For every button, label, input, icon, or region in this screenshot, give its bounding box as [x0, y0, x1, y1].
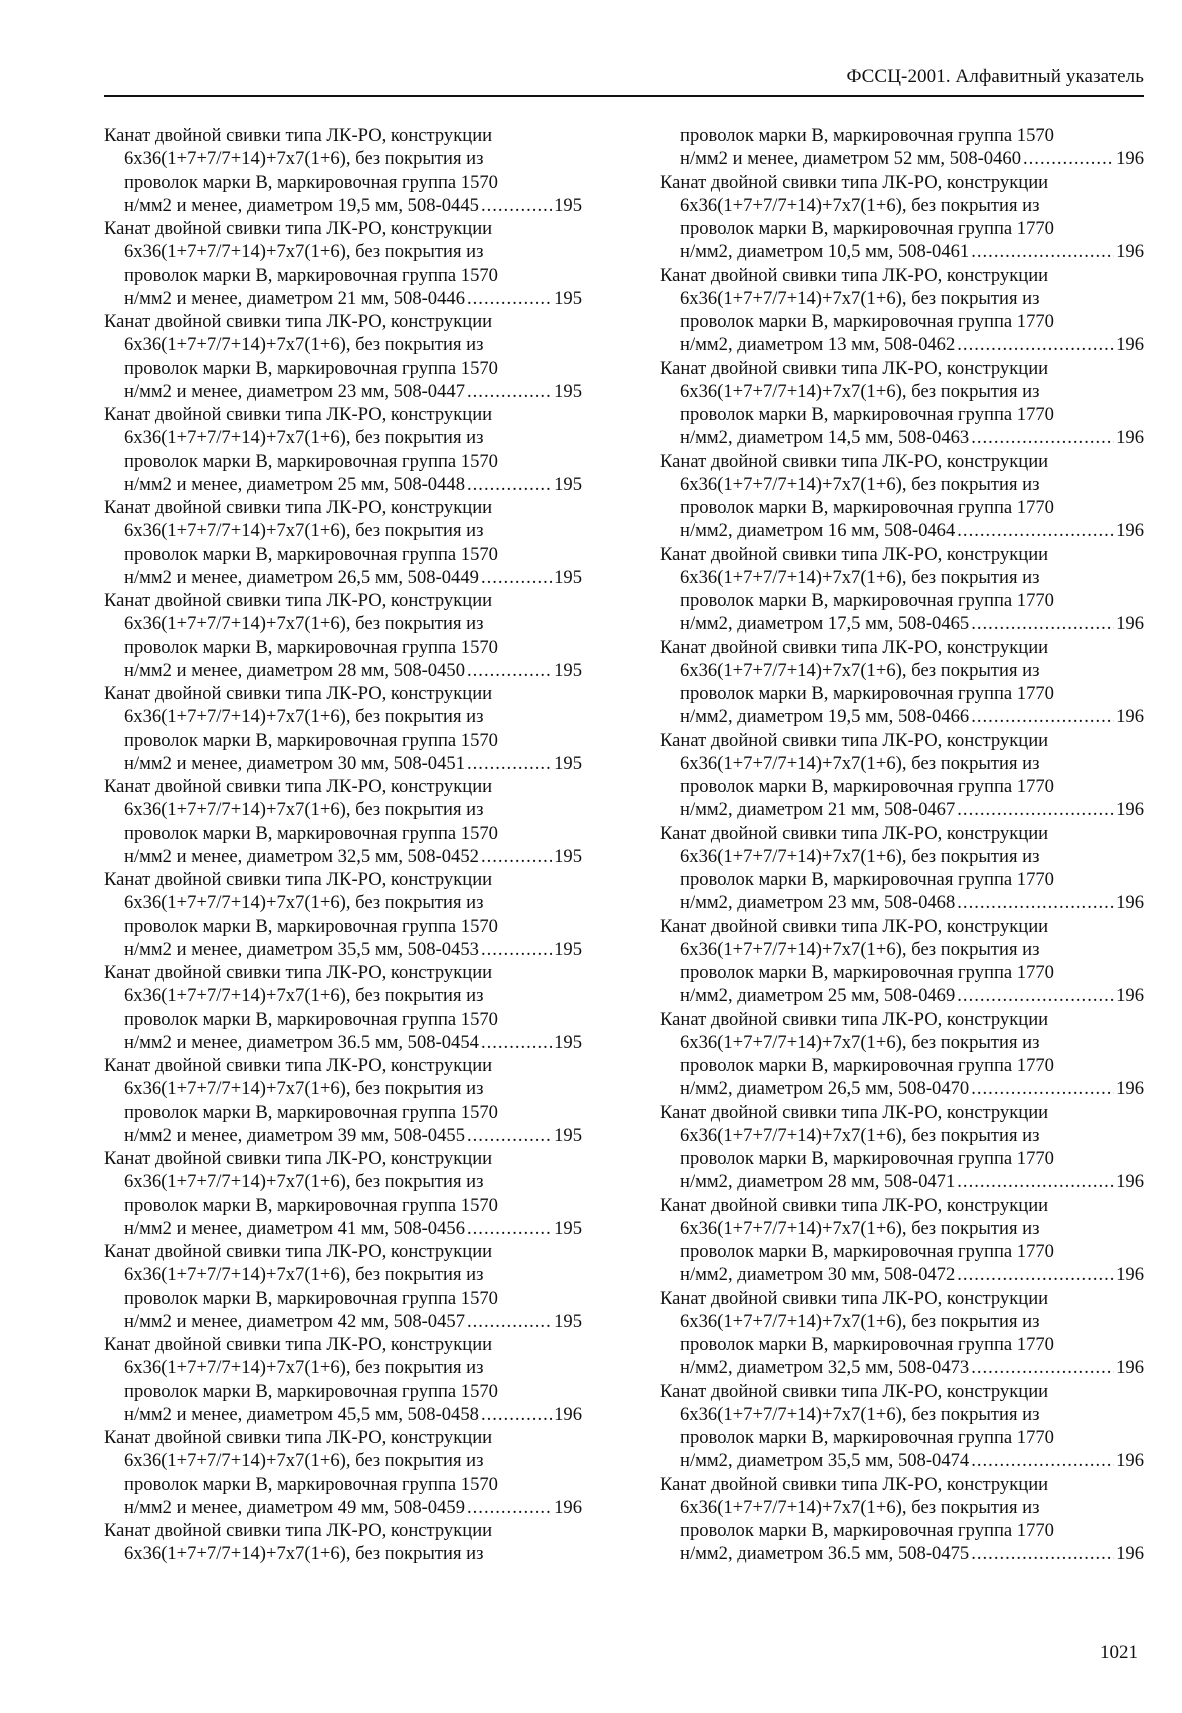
dot-leader — [971, 426, 1114, 449]
entry-line-text: н/мм2, диаметром 13 мм, 508-0462 — [680, 334, 956, 356]
dot-leader — [957, 798, 1114, 821]
entry-line: Канат двойной свивки типа ЛК-РО, конструкции — [660, 729, 1049, 751]
entry-line: 6х36(1+7+7/7+14)+7х7(1+6), без покрытия из — [124, 892, 484, 914]
entry-line: проволок марки В, маркировочная группа 1570 — [124, 450, 498, 472]
entry-line: проволок марки В, маркировочная группа 1570 — [124, 1194, 498, 1216]
dot-leader — [971, 1356, 1114, 1379]
entry-line: Канат двойной свивки типа ЛК-РО, конструкции — [660, 1101, 1049, 1123]
entry-line-text: н/мм2 и менее, диаметром 52 мм, 508-0460 — [680, 148, 1021, 170]
entry-line: 6х36(1+7+7/7+14)+7х7(1+6), без покрытия из — [680, 1031, 1040, 1053]
entry-line: 6х36(1+7+7/7+14)+7х7(1+6), без покрытия из — [124, 148, 484, 170]
entry-line: 6х36(1+7+7/7+14)+7х7(1+6), без покрытия из — [680, 1403, 1040, 1425]
index-entry — [660, 822, 1144, 915]
entry-last-line — [104, 380, 582, 403]
entry-line-text: н/мм2, диаметром 30 мм, 508-0472 — [680, 1264, 956, 1286]
dot-leader — [467, 752, 552, 775]
entry-line-text: н/мм2 и менее, диаметром 49 мм, 508-0459 — [124, 1496, 465, 1518]
entry-line-text: н/мм2 и менее, диаметром 45,5 мм, 508-0458 — [124, 1403, 479, 1425]
entry-line: 6х36(1+7+7/7+14)+7х7(1+6), без покрытия из — [680, 194, 1040, 216]
page-ref: 195 — [554, 1310, 582, 1332]
entry-line-text: н/мм2, диаметром 35,5 мм, 508-0474 — [680, 1450, 970, 1472]
entry-line: Канат двойной свивки типа ЛК-РО, конструкции — [104, 125, 493, 146]
entry-line: Канат двойной свивки типа ЛК-РО, конструкции — [660, 915, 1049, 937]
page-ref: 195 — [554, 752, 582, 774]
index-entry — [104, 1426, 582, 1519]
index-entry — [660, 636, 1144, 729]
entry-line: Канат двойной свивки типа ЛК-РО, конструкции — [104, 590, 493, 611]
entry-last-line — [104, 1031, 582, 1054]
entry-line: проволок марки В, маркировочная группа 1570 — [124, 1380, 498, 1402]
entry-line: проволок марки В, маркировочная группа 1770 — [680, 1241, 1054, 1262]
page-ref: 195 — [554, 659, 582, 681]
page-ref: 196 — [1116, 334, 1144, 356]
index-entry — [660, 1194, 1144, 1287]
entry-line: проволок марки В, маркировочная группа 1770 — [680, 869, 1054, 890]
entry-line: Канат двойной свивки типа ЛК-РО, конструкции — [660, 171, 1049, 193]
index-entry — [104, 1054, 582, 1147]
entry-last-line — [104, 1217, 582, 1240]
index-entry — [660, 264, 1144, 357]
entry-line: Канат двойной свивки типа ЛК-РО, конструкции — [104, 1148, 493, 1169]
entry-last-line — [660, 1542, 1144, 1565]
entry-line: Канат двойной свивки типа ЛК-РО, конструкции — [660, 1287, 1049, 1309]
dot-leader — [971, 240, 1114, 263]
dot-leader — [467, 473, 552, 496]
entry-line-text: н/мм2, диаметром 32,5 мм, 508-0473 — [680, 1357, 970, 1379]
entry-line: 6х36(1+7+7/7+14)+7х7(1+6), без покрытия из — [124, 613, 484, 635]
entry-line: 6х36(1+7+7/7+14)+7х7(1+6), без покрытия из — [124, 427, 484, 449]
entry-line: 6х36(1+7+7/7+14)+7х7(1+6), без покрытия из — [680, 659, 1040, 681]
entry-line: проволок марки В, маркировочная группа 1570 — [124, 915, 498, 937]
index-column-right — [660, 124, 1144, 1566]
index-entry — [104, 1333, 582, 1426]
entry-last-line — [660, 1170, 1144, 1193]
dot-leader — [971, 705, 1114, 728]
page-ref: 196 — [1116, 1171, 1144, 1193]
entry-line: 6х36(1+7+7/7+14)+7х7(1+6), без покрытия из — [124, 1543, 484, 1565]
entry-line-text: н/мм2, диаметром 26,5 мм, 508-0470 — [680, 1078, 970, 1100]
entry-line-text: н/мм2 и менее, диаметром 42 мм, 508-0457 — [124, 1310, 465, 1332]
entry-line-text: н/мм2 и менее, диаметром 25 мм, 508-0448 — [124, 473, 465, 495]
index-entry — [660, 1380, 1144, 1473]
entry-last-line — [104, 1496, 582, 1519]
entry-line: Канат двойной свивки типа ЛК-РО, конструкции — [104, 1055, 493, 1076]
page-ref: 196 — [1116, 241, 1144, 263]
page-ref: 195 — [554, 845, 582, 867]
entry-line: 6х36(1+7+7/7+14)+7х7(1+6), без покрытия из — [124, 334, 484, 356]
entry-line: 6х36(1+7+7/7+14)+7х7(1+6), без покрытия из — [124, 706, 484, 728]
entry-line-text: н/мм2 и менее, диаметром 32,5 мм, 508-0452 — [124, 845, 479, 867]
header-rule — [104, 95, 1144, 97]
entry-line: проволок марки В, маркировочная группа 1770 — [680, 776, 1054, 797]
entry-last-line — [660, 891, 1144, 914]
entry-line-text: н/мм2 и менее, диаметром 30 мм, 508-0451 — [124, 752, 465, 774]
dot-leader — [481, 938, 552, 961]
page-ref: 195 — [554, 380, 582, 402]
entry-line: проволок марки В, маркировочная группа 1570 — [124, 543, 498, 565]
page-ref: 196 — [1116, 1264, 1144, 1286]
entry-line-text: н/мм2, диаметром 36.5 мм, 508-0475 — [680, 1543, 970, 1565]
page-ref: 196 — [1116, 1078, 1144, 1100]
entry-last-line — [104, 1124, 582, 1147]
index-entry — [660, 357, 1144, 450]
entry-line: проволок марки В, маркировочная группа 1570 — [124, 357, 498, 379]
page-ref: 196 — [1116, 427, 1144, 449]
dot-leader — [481, 566, 552, 589]
page-ref: 196 — [1116, 985, 1144, 1007]
dot-leader — [957, 519, 1114, 542]
page-ref: 196 — [554, 1496, 582, 1518]
entry-last-line — [104, 659, 582, 682]
entry-line: проволок марки В, маркировочная группа 1570 — [124, 729, 498, 751]
entry-line: проволок марки В, маркировочная группа 1570 — [124, 1101, 498, 1123]
entry-line: Канат двойной свивки типа ЛК-РО, конструкции — [660, 1473, 1049, 1495]
dot-leader — [467, 380, 552, 403]
index-entry — [104, 775, 582, 868]
page-ref: 196 — [1116, 706, 1144, 728]
entry-line: 6х36(1+7+7/7+14)+7х7(1+6), без покрытия из — [680, 1496, 1040, 1518]
entry-last-line — [104, 194, 582, 217]
dot-leader — [957, 1170, 1114, 1193]
page-ref: 195 — [554, 194, 582, 216]
entry-line: проволок марки В, маркировочная группа 1770 — [680, 311, 1054, 332]
entry-line: 6х36(1+7+7/7+14)+7х7(1+6), без покрытия из — [680, 1217, 1040, 1239]
entry-line: Канат двойной свивки типа ЛК-РО, конструкции — [104, 869, 493, 890]
page-ref: 196 — [1116, 799, 1144, 821]
entry-line: проволок марки В, маркировочная группа 1570 — [124, 1473, 498, 1495]
entry-last-line — [104, 1310, 582, 1333]
page-number: 1021 — [1100, 1642, 1138, 1663]
entry-line: Канат двойной свивки типа ЛК-РО, конструкции — [660, 822, 1049, 844]
dot-leader — [467, 287, 552, 310]
dot-leader — [957, 1263, 1114, 1286]
page-ref: 195 — [554, 1124, 582, 1146]
page-ref: 196 — [554, 1403, 582, 1425]
page-ref: 195 — [554, 287, 582, 309]
dot-leader — [971, 612, 1114, 635]
index-entry — [104, 310, 582, 403]
entry-line: 6х36(1+7+7/7+14)+7х7(1+6), без покрытия из — [124, 985, 484, 1007]
entry-line: Канат двойной свивки типа ЛК-РО, конструкции — [660, 1380, 1049, 1402]
index-entry — [660, 1101, 1144, 1194]
entry-last-line — [660, 1077, 1144, 1100]
entry-line-text: н/мм2, диаметром 23 мм, 508-0468 — [680, 892, 956, 914]
entry-last-line — [104, 473, 582, 496]
index-entry — [660, 543, 1144, 636]
entry-line: проволок марки В, маркировочная группа 1570 — [124, 636, 498, 658]
entry-line: проволок марки В, маркировочная группа 1770 — [680, 1520, 1054, 1541]
index-entry — [104, 1147, 582, 1240]
entry-line: проволок марки В, маркировочная группа 1570 — [124, 171, 498, 193]
entry-line: 6х36(1+7+7/7+14)+7х7(1+6), без покрытия из — [124, 241, 484, 263]
page-ref: 195 — [554, 566, 582, 588]
dot-leader — [467, 1124, 552, 1147]
entry-last-line — [660, 1263, 1144, 1286]
entry-last-line — [104, 845, 582, 868]
entry-line: Канат двойной свивки типа ЛК-РО, конструкции — [660, 357, 1049, 379]
entry-line: Канат двойной свивки типа ЛК-РО, конструкции — [104, 1241, 493, 1262]
entry-last-line — [660, 1449, 1144, 1472]
entry-line: Канат двойной свивки типа ЛК-РО, конструкции — [660, 450, 1049, 472]
entry-last-line — [660, 705, 1144, 728]
dot-leader — [467, 659, 552, 682]
entry-line: проволок марки В, маркировочная группа 1770 — [680, 497, 1054, 518]
dot-leader — [481, 845, 552, 868]
page-ref: 196 — [1116, 148, 1144, 170]
index-entry — [660, 450, 1144, 543]
running-header: ФССЦ-2001. Алфавитный указатель — [846, 66, 1144, 87]
entry-line: проволок марки В, маркировочная группа 1570 — [124, 264, 498, 286]
entry-line-text: н/мм2 и менее, диаметром 41 мм, 508-0456 — [124, 1217, 465, 1239]
index-column-left — [104, 124, 582, 1566]
entry-last-line — [104, 287, 582, 310]
index-entry — [660, 1287, 1144, 1380]
page-ref: 195 — [554, 938, 582, 960]
entry-line-text: н/мм2 и менее, диаметром 36.5 мм, 508-0454 — [124, 1031, 479, 1053]
page-ref: 195 — [554, 473, 582, 495]
entry-last-line — [660, 519, 1144, 542]
entry-line: проволок марки В, маркировочная группа 1770 — [680, 1148, 1054, 1169]
page-ref: 196 — [1116, 520, 1144, 542]
entry-line: проволок марки В, маркировочная группа 1570 — [124, 1287, 498, 1309]
dot-leader — [971, 1542, 1114, 1565]
index-entry — [660, 1473, 1144, 1566]
index-entry — [660, 171, 1144, 264]
entry-last-line — [104, 938, 582, 961]
entry-line: 6х36(1+7+7/7+14)+7х7(1+6), без покрытия из — [124, 1264, 484, 1286]
index-entry — [660, 1008, 1144, 1101]
entry-line: Канат двойной свивки типа ЛК-РО, конструкции — [104, 218, 493, 239]
entry-last-line — [104, 566, 582, 589]
entry-last-line — [660, 984, 1144, 1007]
entry-line: проволок марки В, маркировочная группа 1570 — [124, 1008, 498, 1030]
entry-last-line — [660, 240, 1144, 263]
entry-line: 6х36(1+7+7/7+14)+7х7(1+6), без покрытия из — [680, 380, 1040, 402]
entry-line: 6х36(1+7+7/7+14)+7х7(1+6), без покрытия из — [124, 799, 484, 821]
entry-line: Канат двойной свивки типа ЛК-РО, конструкции — [104, 311, 493, 332]
entry-line: 6х36(1+7+7/7+14)+7х7(1+6), без покрытия из — [680, 566, 1040, 588]
dot-leader — [957, 333, 1114, 356]
entry-line: проволок марки В, маркировочная группа 1770 — [680, 404, 1054, 425]
dot-leader — [971, 1077, 1114, 1100]
entry-line: 6х36(1+7+7/7+14)+7х7(1+6), без покрытия из — [124, 1357, 484, 1379]
entry-line: Канат двойной свивки типа ЛК-РО, конструкции — [104, 683, 493, 704]
index-entry — [104, 589, 582, 682]
entry-line: 6х36(1+7+7/7+14)+7х7(1+6), без покрытия из — [124, 520, 484, 542]
dot-leader — [481, 1403, 552, 1426]
entry-line: проволок марки В, маркировочная группа 1770 — [680, 1055, 1054, 1076]
entry-line-text: н/мм2 и менее, диаметром 35,5 мм, 508-0453 — [124, 938, 479, 960]
entry-line-text: н/мм2, диаметром 25 мм, 508-0469 — [680, 985, 956, 1007]
entry-line-text: н/мм2, диаметром 28 мм, 508-0471 — [680, 1171, 956, 1193]
entry-line: Канат двойной свивки типа ЛК-РО, конструкции — [660, 1194, 1049, 1216]
entry-line: 6х36(1+7+7/7+14)+7х7(1+6), без покрытия из — [680, 938, 1040, 960]
entry-line: Канат двойной свивки типа ЛК-РО, конструкции — [104, 1427, 493, 1448]
index-entry — [104, 403, 582, 496]
entry-line-text: н/мм2, диаметром 21 мм, 508-0467 — [680, 799, 956, 821]
entry-line: проволок марки В, маркировочная группа 1770 — [680, 1427, 1054, 1448]
entry-last-line — [104, 1403, 582, 1426]
entry-line: 6х36(1+7+7/7+14)+7х7(1+6), без покрытия из — [680, 845, 1040, 867]
entry-last-line — [660, 1356, 1144, 1379]
index-entry — [660, 729, 1144, 822]
dot-leader — [971, 1449, 1114, 1472]
entry-line: Канат двойной свивки типа ЛК-РО, конструкции — [104, 1520, 493, 1541]
entry-line: 6х36(1+7+7/7+14)+7х7(1+6), без покрытия из — [680, 752, 1040, 774]
index-entry — [104, 868, 582, 961]
entry-line: Канат двойной свивки типа ЛК-РО, конструкции — [104, 962, 493, 983]
entry-line-text: н/мм2, диаметром 19,5 мм, 508-0466 — [680, 706, 970, 728]
entry-line: 6х36(1+7+7/7+14)+7х7(1+6), без покрытия из — [680, 1310, 1040, 1332]
page-ref: 196 — [1116, 892, 1144, 914]
entry-line-text: н/мм2, диаметром 17,5 мм, 508-0465 — [680, 613, 970, 635]
entry-last-line — [660, 333, 1144, 356]
entry-line: 6х36(1+7+7/7+14)+7х7(1+6), без покрытия из — [680, 1124, 1040, 1146]
entry-line: Канат двойной свивки типа ЛК-РО, конструкции — [660, 543, 1049, 565]
entry-last-line — [660, 612, 1144, 635]
dot-leader — [467, 1496, 552, 1519]
entry-line-text: н/мм2, диаметром 16 мм, 508-0464 — [680, 520, 956, 542]
dot-leader — [467, 1217, 552, 1240]
page-ref: 196 — [1116, 1450, 1144, 1472]
page-ref: 195 — [554, 1031, 582, 1053]
entry-line: 6х36(1+7+7/7+14)+7х7(1+6), без покрытия из — [680, 473, 1040, 495]
entry-line-text: н/мм2 и менее, диаметром 19,5 мм, 508-0445 — [124, 194, 479, 216]
index-entry-trailing — [104, 1519, 582, 1566]
index-entry — [104, 496, 582, 589]
index-entry-continued — [660, 124, 1144, 171]
index-entry — [104, 961, 582, 1054]
entry-line: проволок марки В, маркировочная группа 1770 — [680, 1334, 1054, 1355]
entry-line: Канат двойной свивки типа ЛК-РО, конструкции — [660, 264, 1049, 286]
entry-line: проволок марки В, маркировочная группа 1770 — [680, 218, 1054, 239]
entry-last-line — [660, 426, 1144, 449]
entry-last-line — [660, 147, 1144, 170]
index-entry — [660, 915, 1144, 1008]
entry-line: 6х36(1+7+7/7+14)+7х7(1+6), без покрытия из — [124, 1450, 484, 1472]
page-ref: 196 — [1116, 1543, 1144, 1565]
entry-line: проволок марки В, маркировочная группа 1570 — [124, 822, 498, 844]
entry-line-text: н/мм2 и менее, диаметром 28 мм, 508-0450 — [124, 659, 465, 681]
dot-leader — [467, 1310, 552, 1333]
entry-line: Канат двойной свивки типа ЛК-РО, конструкции — [104, 404, 493, 425]
entry-line-text: н/мм2, диаметром 10,5 мм, 508-0461 — [680, 241, 970, 263]
dot-leader — [481, 1031, 552, 1054]
page-ref: 195 — [554, 1217, 582, 1239]
entry-line: Канат двойной свивки типа ЛК-РО, конструкции — [104, 776, 493, 797]
dot-leader — [957, 984, 1114, 1007]
index-entry — [104, 124, 582, 217]
page-ref: 196 — [1116, 1357, 1144, 1379]
entry-line-text: н/мм2 и менее, диаметром 23 мм, 508-0447 — [124, 380, 465, 402]
entry-line-text: н/мм2 и менее, диаметром 39 мм, 508-0455 — [124, 1124, 465, 1146]
entry-line: Канат двойной свивки типа ЛК-РО, конструкции — [660, 636, 1049, 658]
entry-line: проволок марки В, маркировочная группа 1770 — [680, 962, 1054, 983]
entry-line: Канат двойной свивки типа ЛК-РО, конструкции — [104, 497, 493, 518]
entry-line: Канат двойной свивки типа ЛК-РО, конструкции — [104, 1334, 493, 1355]
entry-line-text: н/мм2, диаметром 14,5 мм, 508-0463 — [680, 427, 970, 449]
dot-leader — [957, 891, 1114, 914]
entry-line: 6х36(1+7+7/7+14)+7х7(1+6), без покрытия из — [124, 1078, 484, 1100]
dot-leader — [481, 194, 552, 217]
entry-last-line — [104, 752, 582, 775]
entry-line-text: н/мм2 и менее, диаметром 26,5 мм, 508-0449 — [124, 566, 479, 588]
entry-line: проволок марки В, маркировочная группа 1770 — [680, 683, 1054, 704]
entry-line: 6х36(1+7+7/7+14)+7х7(1+6), без покрытия из — [680, 287, 1040, 309]
entry-line: проволок марки В, маркировочная группа 1570 — [680, 125, 1054, 146]
entry-line: проволок марки В, маркировочная группа 1770 — [680, 590, 1054, 611]
entry-line: Канат двойной свивки типа ЛК-РО, конструкции — [660, 1008, 1049, 1030]
entry-line-text: н/мм2 и менее, диаметром 21 мм, 508-0446 — [124, 287, 465, 309]
index-entry — [104, 1240, 582, 1333]
dot-leader — [1023, 147, 1114, 170]
entry-line: 6х36(1+7+7/7+14)+7х7(1+6), без покрытия из — [124, 1171, 484, 1193]
page-ref: 196 — [1116, 613, 1144, 635]
entry-last-line — [660, 798, 1144, 821]
index-entry — [104, 682, 582, 775]
index-entry — [104, 217, 582, 310]
